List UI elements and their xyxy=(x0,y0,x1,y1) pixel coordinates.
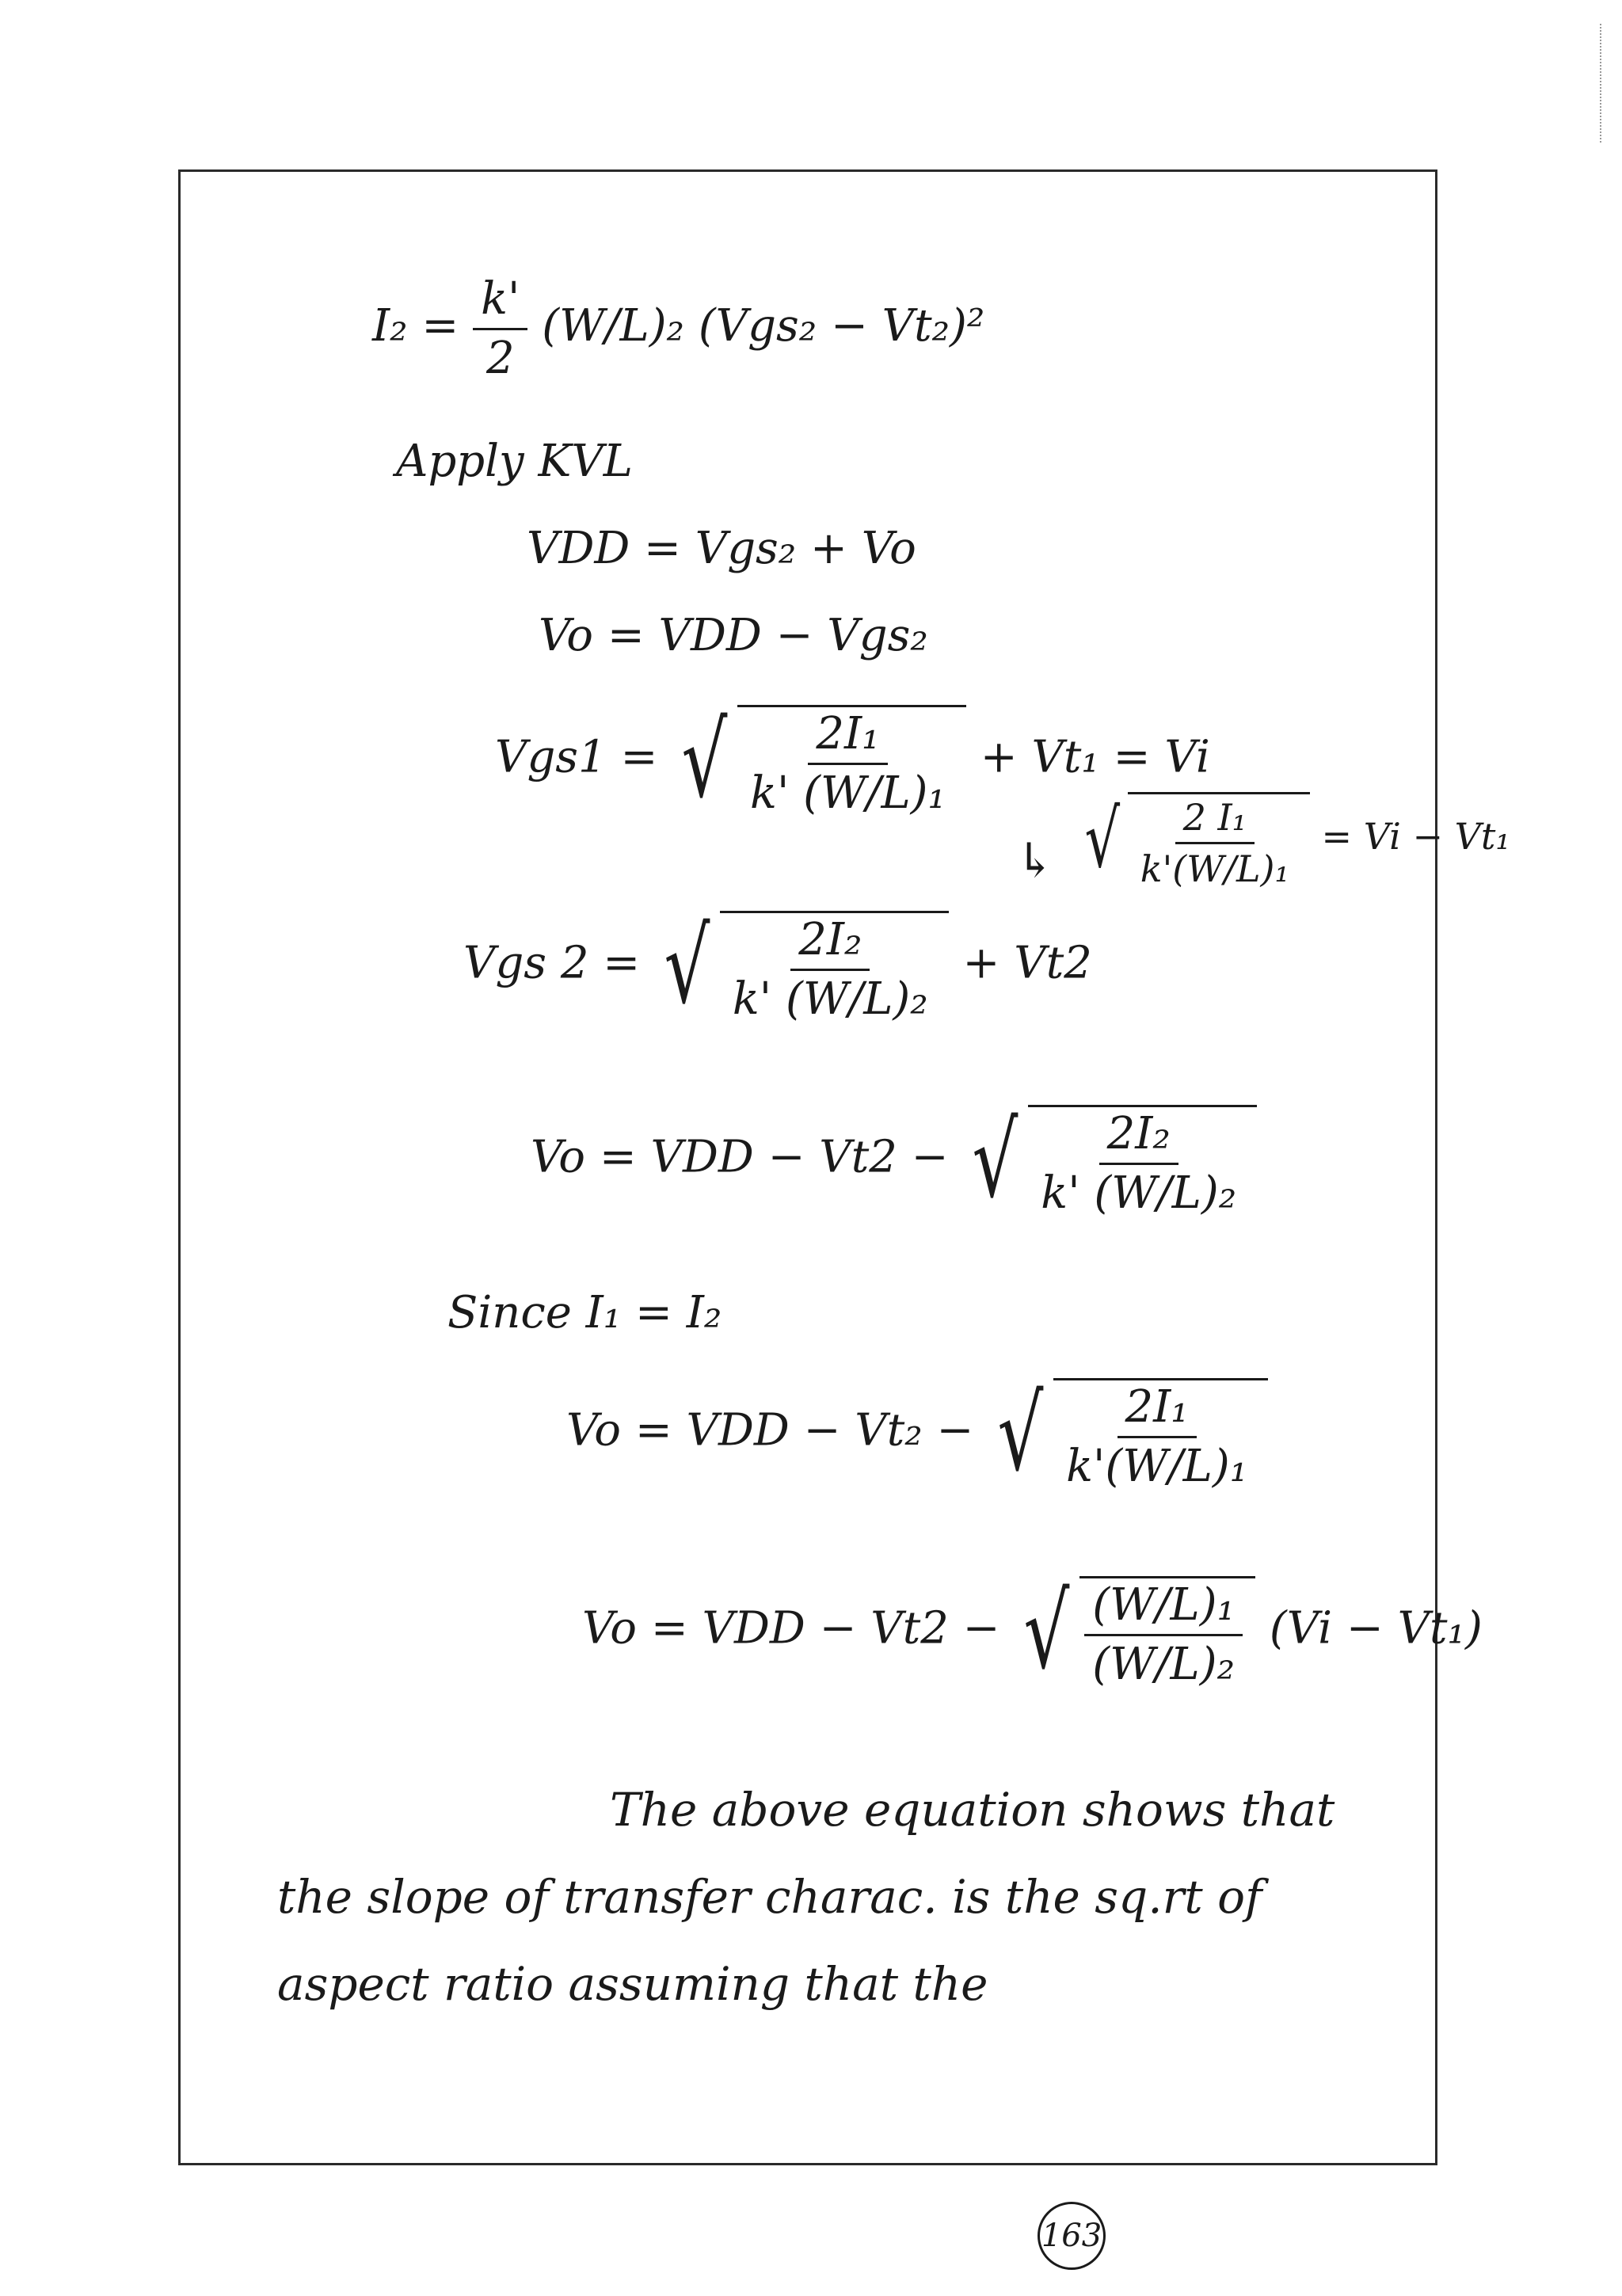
eq-vgs2-den: k' (W/L)₂ xyxy=(732,973,928,1025)
eq-vo2-fraction xyxy=(1058,1381,1255,1492)
eq-vo2-den: k'(W/L)₁ xyxy=(1066,1441,1248,1492)
eq-vgs2-lhs: Vgs 2 = xyxy=(463,937,641,989)
eq-vo1-radicand xyxy=(1028,1105,1257,1219)
eq-vo2-radicand xyxy=(1053,1378,1268,1492)
eq-vo2-num: 2I₁ xyxy=(1118,1385,1197,1438)
eq-side-fraction xyxy=(1133,796,1297,890)
radical-sign-icon: √ xyxy=(972,1100,1019,1220)
radical-sign-icon: √ xyxy=(664,906,710,1026)
eq-vo1-den: k' (W/L)₂ xyxy=(1041,1167,1237,1219)
radical-sign-icon: √ xyxy=(681,700,728,821)
eq-vo3-tail: (Vi − Vt₁) xyxy=(1269,1602,1483,1654)
eq-vgs1-sqrt xyxy=(672,700,966,821)
eq-side-num: 2 I₁ xyxy=(1175,799,1255,844)
apply-kvl-heading: Apply KVL xyxy=(396,436,633,487)
eq-i2-lhs: I₂ = xyxy=(372,300,474,352)
eq-vgs1-tail: + Vt₁ = Vi xyxy=(980,731,1210,783)
eq-side-radicand xyxy=(1128,792,1310,890)
eq-vgs2-radicand xyxy=(720,911,949,1025)
radical-sign-icon: √ xyxy=(997,1373,1044,1494)
eq-vgs2 xyxy=(463,906,1092,1026)
eq-vgs1-den: k' (W/L)₁ xyxy=(750,767,946,819)
eq-vo3-lhs: Vo = VDD − Vt2 − xyxy=(582,1602,1000,1654)
eq-vo2-sqrt xyxy=(988,1373,1268,1494)
eq-vo3-sqrt xyxy=(1014,1571,1255,1692)
eq-vo3-num: (W/L)₁ xyxy=(1084,1583,1243,1636)
eq-kvl-vo: Vo = VDD − Vgs₂ xyxy=(539,610,928,661)
eq-side-tail: = Vi − Vt₁ xyxy=(1321,815,1510,858)
scan-edge-marks xyxy=(1600,24,1605,143)
explanation-paragraph: The above equation shows that the slope of transfer charac. is the sq.rt of aspect ratio assuming that the xyxy=(277,1783,1335,2011)
since-condition: Since I₁ = I₂ xyxy=(447,1287,722,1338)
eq-vo-first xyxy=(531,1100,1257,1220)
eq-i2-overdrive: (Vgs₂ − Vt₂)² xyxy=(698,300,985,352)
eq-vo1-sqrt xyxy=(962,1100,1257,1220)
eq-vo3-fraction xyxy=(1084,1579,1243,1690)
eq-i2-fraction xyxy=(473,273,527,384)
radical-sign-icon: √ xyxy=(1023,1571,1070,1692)
eq-vgs1-fraction xyxy=(742,708,954,819)
eq-vo-final xyxy=(582,1571,1483,1692)
arrow-right-icon: ↳ xyxy=(1015,833,1056,889)
eq-vo3-den: (W/L)₂ xyxy=(1092,1639,1236,1690)
eq-side-sqrt xyxy=(1077,792,1310,890)
eq-vgs2-tail: + Vt2 xyxy=(962,937,1092,989)
eq-side-note xyxy=(1077,792,1510,890)
eq-vo1-num: 2I₂ xyxy=(1099,1112,1178,1165)
eq-side-den: k'(W/L)₁ xyxy=(1140,847,1289,890)
eq-i2-aspect: (W/L)₂ xyxy=(542,300,684,352)
eq-vgs1-num: 2I₁ xyxy=(808,712,887,765)
eq-vgs1-radicand xyxy=(737,705,966,819)
radical-sign-icon: √ xyxy=(1084,793,1121,885)
eq-vo1-lhs: Vo = VDD − Vt2 − xyxy=(531,1131,949,1183)
eq-kvl-vdd: VDD = Vgs₂ + Vo xyxy=(527,523,916,574)
page-number: 163 xyxy=(1038,2202,1106,2270)
eq-vgs2-num: 2I₂ xyxy=(790,918,870,971)
eq-vo2-lhs: Vo = VDD − Vt₂ − xyxy=(566,1404,974,1456)
eq-vgs2-fraction xyxy=(725,914,936,1025)
eq-vo-second xyxy=(566,1373,1268,1494)
eq-i2-num: k' xyxy=(473,277,527,330)
eq-vo1-fraction xyxy=(1033,1108,1244,1219)
eq-vgs1-lhs: Vgs1 = xyxy=(495,731,658,783)
eq-i2-den: 2 xyxy=(485,333,515,384)
eq-drain-current xyxy=(372,273,985,384)
eq-vo3-radicand xyxy=(1079,1576,1255,1690)
eq-vgs2-sqrt xyxy=(654,906,949,1026)
